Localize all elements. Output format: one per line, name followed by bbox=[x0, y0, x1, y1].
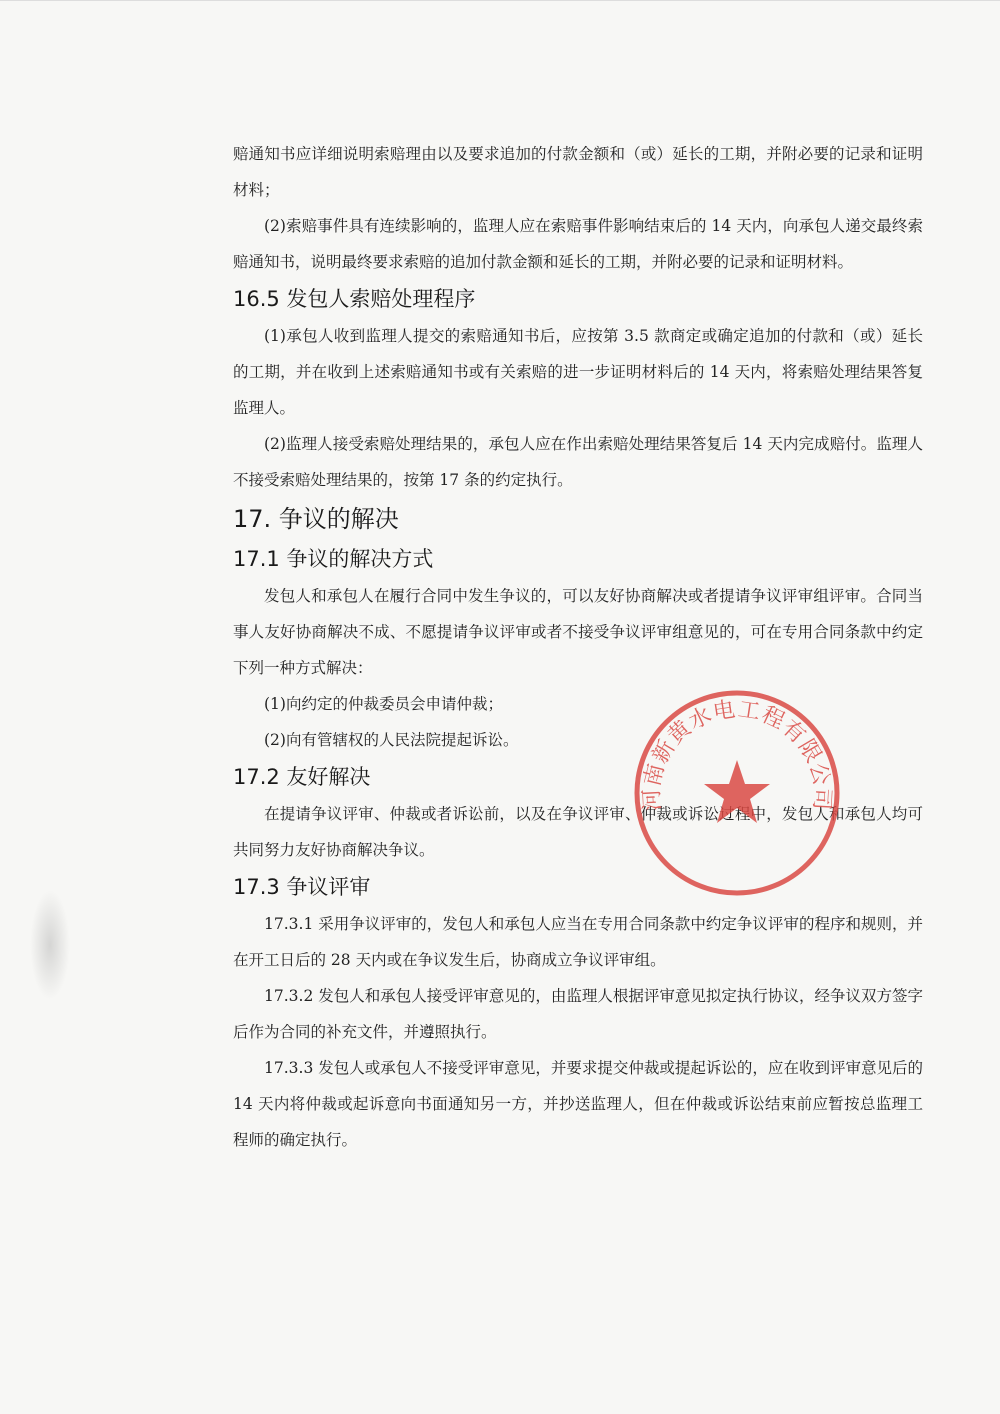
paragraph-17-3-1: 17.3.1 采用争议评审的，发包人和承包人应当在专用合同条款中约定争议评审的程序和规则，并在开工日后的 28 天内或在争议发生后，协商成立争议评审组。 bbox=[233, 915, 923, 969]
paragraph-17-2: 在提请争议评审、仲裁或者诉讼前，以及在争议评审、仲裁或诉讼过程中，发包人和承包人均可共同努力友好协商解决争议。 bbox=[233, 805, 923, 859]
paragraph-16-5-2: (2)监理人接受索赔处理结果的，承包人应在作出索赔处理结果答复后 14 天内完成赔付。监理人不接受索赔处理结果的，按第 17 条的约定执行。 bbox=[233, 435, 923, 489]
paragraph-16-5-1: (1)承包人收到监理人提交的索赔通知书后，应按第 3.5 款商定或确定追加的付款和（或）延长的工期，并在收到上述索赔通知书或有关索赔的进一步证明材料后的 14 天内，将索赔处理结果答复监理人。 bbox=[233, 327, 923, 417]
chapter-heading-17: 17. 争议的解决 bbox=[233, 505, 399, 533]
company-seal bbox=[632, 688, 842, 898]
section-heading-17-2: 17.2 友好解决 bbox=[233, 765, 371, 789]
paragraph-17-3-3: 17.3.3 发包人或承包人不接受评审意见，并要求提交仲裁或提起诉讼的，应在收到评审意见后的 14 天内将仲裁或起诉意向书面通知另一方，并抄送监理人，但在仲裁或诉讼结束前应暂按总监理工程师的确定执行。 bbox=[233, 1059, 923, 1149]
paragraph-continuous-claim: (2)索赔事件具有连续影响的，监理人应在索赔事件影响结束后的 14 天内，向承包人递交最终索赔通知书，说明最终要求索赔的追加付款金额和延长的工期，并附必要的记录和证明材料。 bbox=[233, 217, 923, 271]
section-heading-17-3: 17.3 争议评审 bbox=[233, 875, 371, 899]
list-item-litigation: (2)向有管辖权的人民法院提起诉讼。 bbox=[264, 731, 519, 749]
section-heading-16-5: 16.5 发包人索赔处理程序 bbox=[233, 287, 476, 311]
paragraph-17-1: 发包人和承包人在履行合同中发生争议的，可以友好协商解决或者提请争议评审组评审。合同当事人友好协商解决不成、不愿提请争议评审或者不接受争议评审组意见的，可在专用合同条款中约定下列一种方式解决： bbox=[233, 587, 923, 677]
scan-smudge bbox=[30, 890, 70, 1000]
document-body bbox=[233, 136, 923, 1158]
section-heading-17-1: 17.1 争议的解决方式 bbox=[233, 547, 434, 571]
paragraph-claim-notice-cont: 赔通知书应详细说明索赔理由以及要求追加的付款金额和（或）延长的工期，并附必要的记录和证明材料； bbox=[233, 145, 923, 199]
scan-edge bbox=[0, 0, 1000, 1]
paragraph-17-3-2: 17.3.2 发包人和承包人接受评审意见的，由监理人根据评审意见拟定执行协议，经争议双方签字后作为合同的补充文件，并遵照执行。 bbox=[233, 987, 923, 1041]
seal-text: 河南新黄水电工程有限公司 bbox=[639, 697, 835, 812]
list-item-arbitration: (1)向约定的仲裁委员会申请仲裁； bbox=[264, 695, 503, 713]
star-icon bbox=[704, 760, 770, 823]
